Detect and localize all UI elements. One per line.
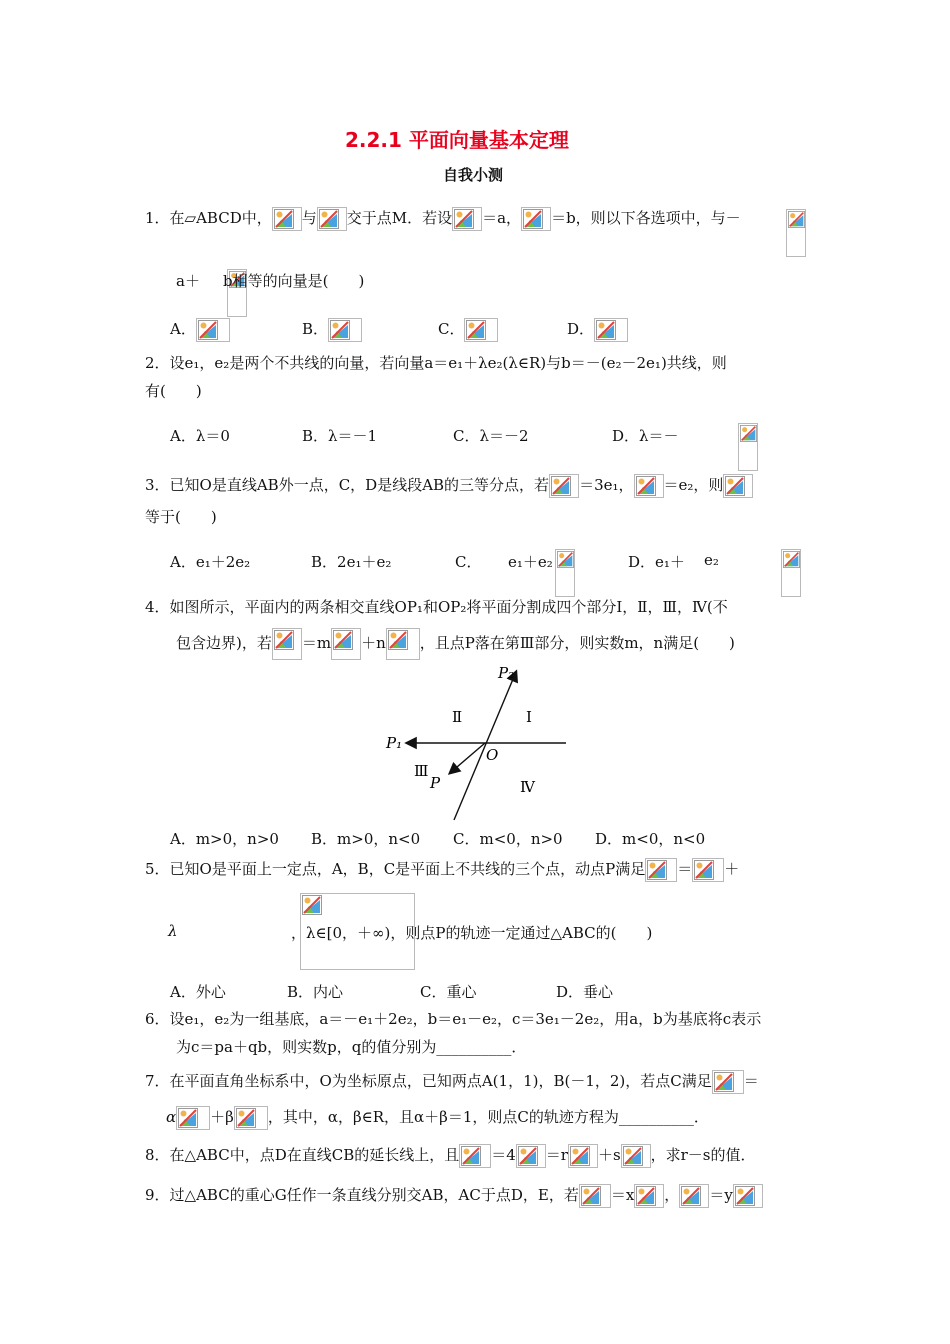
q3-option-d: D．e₁＋ <box>628 553 685 571</box>
question-5-line-1: 5．已知O是平面上一定点，A，B，C是平面上不共线的三个点，动点P满足 ＝ ＋ <box>145 858 739 882</box>
image-placeholder-icon <box>521 207 551 231</box>
question-6-line-2: 为c＝pa＋qb，则实数p，q的值分别为__________． <box>176 1038 527 1056</box>
question-6-line-1: 6．设e₁，e₂为一组基底，a＝－e₁＋2e₂，b＝e₁－e₂，c＝3e₁－2e₂，用a，b为基底将c表示 <box>145 1010 762 1028</box>
label-p2: P₂ <box>498 664 515 682</box>
image-placeholder-icon <box>733 1184 763 1208</box>
image-placeholder-icon <box>234 1106 268 1130</box>
image-placeholder-icon <box>634 474 664 498</box>
image-placeholder-icon <box>692 858 724 882</box>
q1-text-a: 1．在▱ABCD中， <box>145 209 272 227</box>
image-placeholder-icon <box>723 474 753 498</box>
q1-option-a: A． <box>170 318 230 342</box>
question-8: 8．在△ABC中，点D在直线CB的延长线上，且 ＝4 ＝r ＋s ，求r－s的值． <box>145 1144 756 1168</box>
image-placeholder-icon <box>549 474 579 498</box>
question-5-line-2: ，λ∈[0，＋∞)，则点P的轨迹一定通过△ABC的( ) <box>291 924 653 942</box>
intersecting-lines-figure <box>380 660 580 825</box>
page-subtitle: 自我小测 <box>443 166 504 184</box>
question-9: 9．过△ABC的重心G任作一条直线分别交AB，AC于点D，E，若 ＝x ， ＝y <box>145 1184 763 1208</box>
question-2-line-2: 有( ) <box>145 382 202 400</box>
image-placeholder-icon <box>516 1144 546 1168</box>
q2-option-b: B．λ＝－1 <box>302 427 378 445</box>
question-7-line-2: α ＋β ，其中，α，β∈R，且α＋β＝1，则点C的轨迹方程为__________． <box>166 1106 709 1130</box>
image-placeholder-icon <box>645 858 677 882</box>
q1-option-d: D． <box>567 318 628 342</box>
q4-option-c: C．m<0，n>0 <box>453 830 563 848</box>
image-placeholder-icon <box>464 318 498 342</box>
question-1-line-1 <box>145 207 741 231</box>
image-placeholder-icon <box>712 1070 744 1094</box>
image-placeholder-icon <box>459 1144 491 1168</box>
label-p: P <box>430 774 441 792</box>
q1-text-d: ＝a， <box>482 209 522 227</box>
q1-text-b: 与 <box>301 209 317 227</box>
q4-option-b: B．m>0，n<0 <box>311 830 421 848</box>
question-4-line-2: 包含边界)，若 ＝m ＋n ，且点P落在第Ⅲ部分，则实数m，n满足( ) <box>176 628 735 660</box>
question-4-line-1: 4．如图所示，平面内的两条相交直线OP₁和OP₂将平面分割成四个部分Ⅰ，Ⅱ，Ⅲ，Ⅳ(不 <box>145 598 728 616</box>
q1-option-b: B． <box>302 318 362 342</box>
q1-option-c: C． <box>438 318 498 342</box>
q3-option-d-rest: e₂ <box>704 551 719 569</box>
region-1: Ⅰ <box>526 708 532 726</box>
image-placeholder-icon <box>738 423 758 471</box>
question-1-line-2 <box>176 270 200 291</box>
line-op2 <box>454 672 516 820</box>
image-placeholder-icon <box>386 628 420 660</box>
image-placeholder-icon <box>679 1184 709 1208</box>
image-placeholder-icon <box>317 207 347 231</box>
question-3-line-2: 等于( ) <box>145 508 217 526</box>
question-3-line-1: 3．已知O是直线AB外一点，C，D是线段AB的三等分点，若 ＝3e₁， ＝e₂，则 <box>145 474 753 498</box>
image-placeholder-icon <box>555 549 575 597</box>
q3-option-b: B．2e₁＋e₂ <box>311 553 392 571</box>
image-placeholder-icon <box>786 209 806 257</box>
q5-option-b: B．内心 <box>287 983 344 1001</box>
q3-option-a: A．e₁＋2e₂ <box>170 553 251 571</box>
label-o: O <box>486 746 499 764</box>
image-placeholder-icon <box>568 1144 598 1168</box>
image-placeholder-icon <box>781 549 801 597</box>
q5-option-a: A．外心 <box>170 983 226 1001</box>
question-7-line-1: 7．在平面直角坐标系中，O为坐标原点，已知两点A(1，1)，B(－1，2)，若点C满足 ＝ <box>145 1070 759 1094</box>
label-p1: P₁ <box>386 734 403 752</box>
page-title: 2.2.1 平面向量基本定理 <box>345 128 569 152</box>
q4-option-a: A．m>0，n>0 <box>170 830 279 848</box>
image-placeholder-icon <box>579 1184 611 1208</box>
q1-text-c: 交于点M．若设 <box>346 209 453 227</box>
q1-text-f: a＋ <box>176 272 200 290</box>
image-placeholder-icon <box>272 207 302 231</box>
q2-option-d: D．λ＝－ <box>612 427 679 445</box>
q3-option-c-rest: e₁＋e₂ <box>508 553 553 571</box>
image-placeholder-icon <box>196 318 230 342</box>
q5-lambda: λ <box>168 922 178 940</box>
question-2-line-1: 2．设e₁，e₂是两个不共线的向量，若向量a＝e₁＋λe₂(λ∈R)与b＝－(e₂－2e₁)共线，则 <box>145 354 727 372</box>
q1-text-g: b相等的向量是( ) <box>223 272 365 290</box>
q1-text-e: ＝b，则以下各选项中，与－ <box>551 209 741 227</box>
image-placeholder-icon <box>272 628 302 660</box>
q4-option-d: D．m<0，n<0 <box>595 830 706 848</box>
image-placeholder-icon <box>176 1106 210 1130</box>
image-placeholder-icon <box>328 318 362 342</box>
image-placeholder-icon <box>331 628 361 660</box>
region-3: Ⅲ <box>414 762 429 780</box>
image-placeholder-icon <box>594 318 628 342</box>
image-placeholder-icon <box>452 207 482 231</box>
q5-option-d: D．垂心 <box>556 983 614 1001</box>
region-2: Ⅱ <box>452 708 463 726</box>
image-placeholder-icon <box>634 1184 664 1208</box>
q3-option-c: C． <box>455 553 482 571</box>
q5-option-c: C．重心 <box>420 983 477 1001</box>
q2-option-c: C．λ＝－2 <box>453 427 529 445</box>
region-4: Ⅳ <box>520 778 535 796</box>
q2-option-a: A．λ＝0 <box>170 427 230 445</box>
image-placeholder-icon <box>621 1144 651 1168</box>
